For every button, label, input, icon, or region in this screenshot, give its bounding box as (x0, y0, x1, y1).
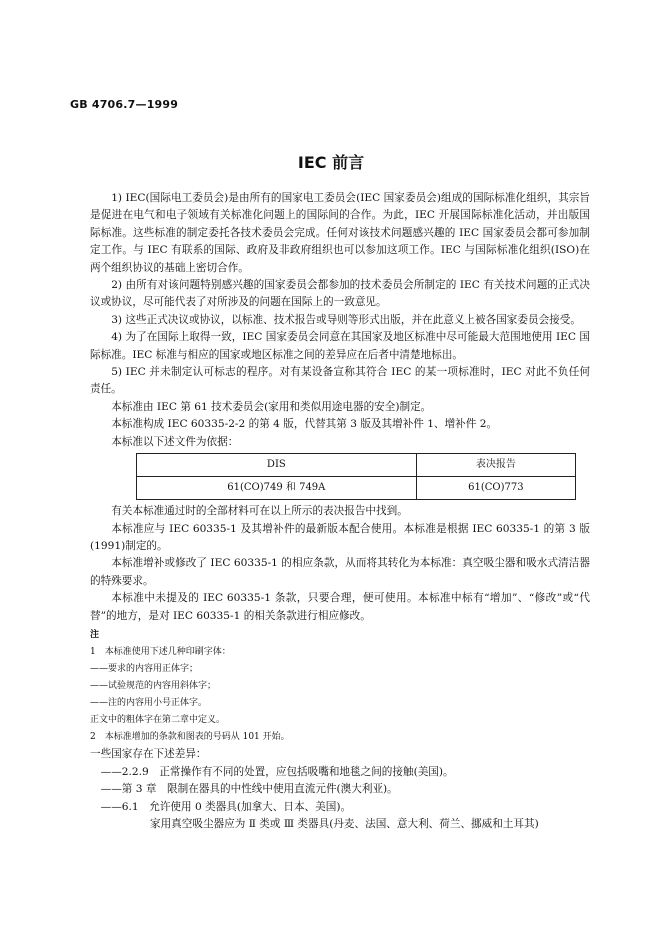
page-title: IEC 前言 (297, 153, 365, 172)
voting-table (136, 453, 576, 500)
paragraph-2: 2) 由所有对该问题特别感兴趣的国家委员会都参加的技术委员会所制定的 IEC 有关技术问题的正式决议或协议，尽可能代表了对所涉及的问题在国际上的一致意见。 (90, 279, 590, 309)
paragraph-supplement: 本标准增补或修改了 IEC 60335-1 的相应条款，从而将其转化为本标准：真空吸尘器和吸水式清洁器的特殊要求。 (90, 557, 590, 587)
difference-item: ——6.1 允许使用 0 类器具(加拿大、日本、美国)。 (100, 800, 352, 813)
differences-intro: 一些国家存在下述差异： (90, 747, 207, 760)
notes-section (90, 627, 590, 746)
note-line: 正文中的粗体字在第二章中定义。 (90, 714, 226, 725)
paragraph-tc61: 本标准由 IEC 第 61 技术委员会(家用和类似用途电器的安全)制定。 (111, 400, 432, 413)
standard-code: GB 4706.7—1999 (70, 98, 179, 111)
note-line: ——试验规范的内容用斜体字； (90, 680, 217, 691)
difference-item: ——2.2.9 正常操作有不同的处置，应包括吸嘴和地毯之间的接触(美国)。 (100, 765, 454, 778)
difference-continuation: 家用真空吸尘器应为 Ⅱ 类或 Ⅲ 类器具(丹麦、法国、意大利、荷兰、挪威和土耳其) (150, 818, 539, 831)
paragraph-edition: 本标准构成 IEC 60335-2-2 的第 4 版，代替其第 3 版及其增补件 1、增补件 2。 (111, 418, 498, 431)
paragraph-unmentioned: 本标准中未提及的 IEC 60335-1 条款，只要合理，便可使用。本标准中标有“增加”、“修改”或“代替”的地方，是对 IEC 60335-1 的相关条款进行相应修改。 (90, 592, 590, 622)
paragraph-usage: 本标准应与 IEC 60335-1 及其增补件的最新版本配合使用。本标准是根据 IEC 60335-1 的第 3 版(1991)制定的。 (90, 522, 590, 552)
paragraph-1: 1) IEC(国际电工委员会)是由所有的国家电工委员会(IEC 国家委员会)组成的国际标准化组织，其宗旨是促进在电气和电子领域有关标准化问题上的国际间的合作。为此，IEC 开展国际标准化活动，并出版国际标准。这些标准的制定委托各技术委员会完成。任何对该技术问题感兴趣的 IEC 国家委员会都可参加制定工作。与 IEC 有联系的国际、政府及非政府组织也可以参加这项工作。IEC 与国际标准化组织(ISO)在两个组织协议的基础上密切合作。 (90, 192, 590, 274)
note-line: 1 本标准使用下述几种印刷字体： (90, 646, 231, 657)
paragraph-materials: 有关本标准通过时的全部材料可在以上所示的表决报告中找到。 (111, 505, 408, 518)
paragraph-4: 4) 为了在国际上取得一致，IEC 国家委员会同意在其国家及地区标准中尽可能最大范围地使用 IEC 国际标准。IEC 标准与相应的国家或地区标准之间的差异应在后者中清楚地标出。 (90, 331, 590, 361)
paragraph-3: 3) 这些正式决议或协议，以标准、技术报告或导则等形式出版，并在此意义上被各国家委员会接受。 (111, 313, 581, 326)
table-header-dis: DIS (137, 454, 417, 477)
note-line: ——要求的内容用正体字； (90, 663, 199, 674)
note-line: 2 本标准增加的条款和图表的号码从 101 开始。 (90, 731, 290, 742)
table-cell: 61(CO)773 (416, 477, 575, 500)
table-cell: 61(CO)749 和 749A (137, 477, 417, 500)
paragraph-basis: 本标准以下述文件为依据： (111, 435, 239, 448)
document-body (90, 190, 590, 834)
notes-heading: 注 (90, 629, 100, 640)
table-header-vote-report: 表决报告 (416, 454, 575, 477)
difference-item: ——第 3 章 限制在器具的中性线中使用直流元件(澳大利亚)。 (100, 783, 398, 796)
table-row (137, 477, 576, 500)
table-header-row (137, 454, 576, 477)
national-differences (90, 746, 590, 834)
paragraph-5: 5) IEC 并未制定认可标志的程序。对有某设备宣称其符合 IEC 的某一项标准时，IEC 对此不负任何责任。 (90, 366, 590, 396)
note-line: ——注的内容用小号正体字。 (90, 697, 208, 708)
